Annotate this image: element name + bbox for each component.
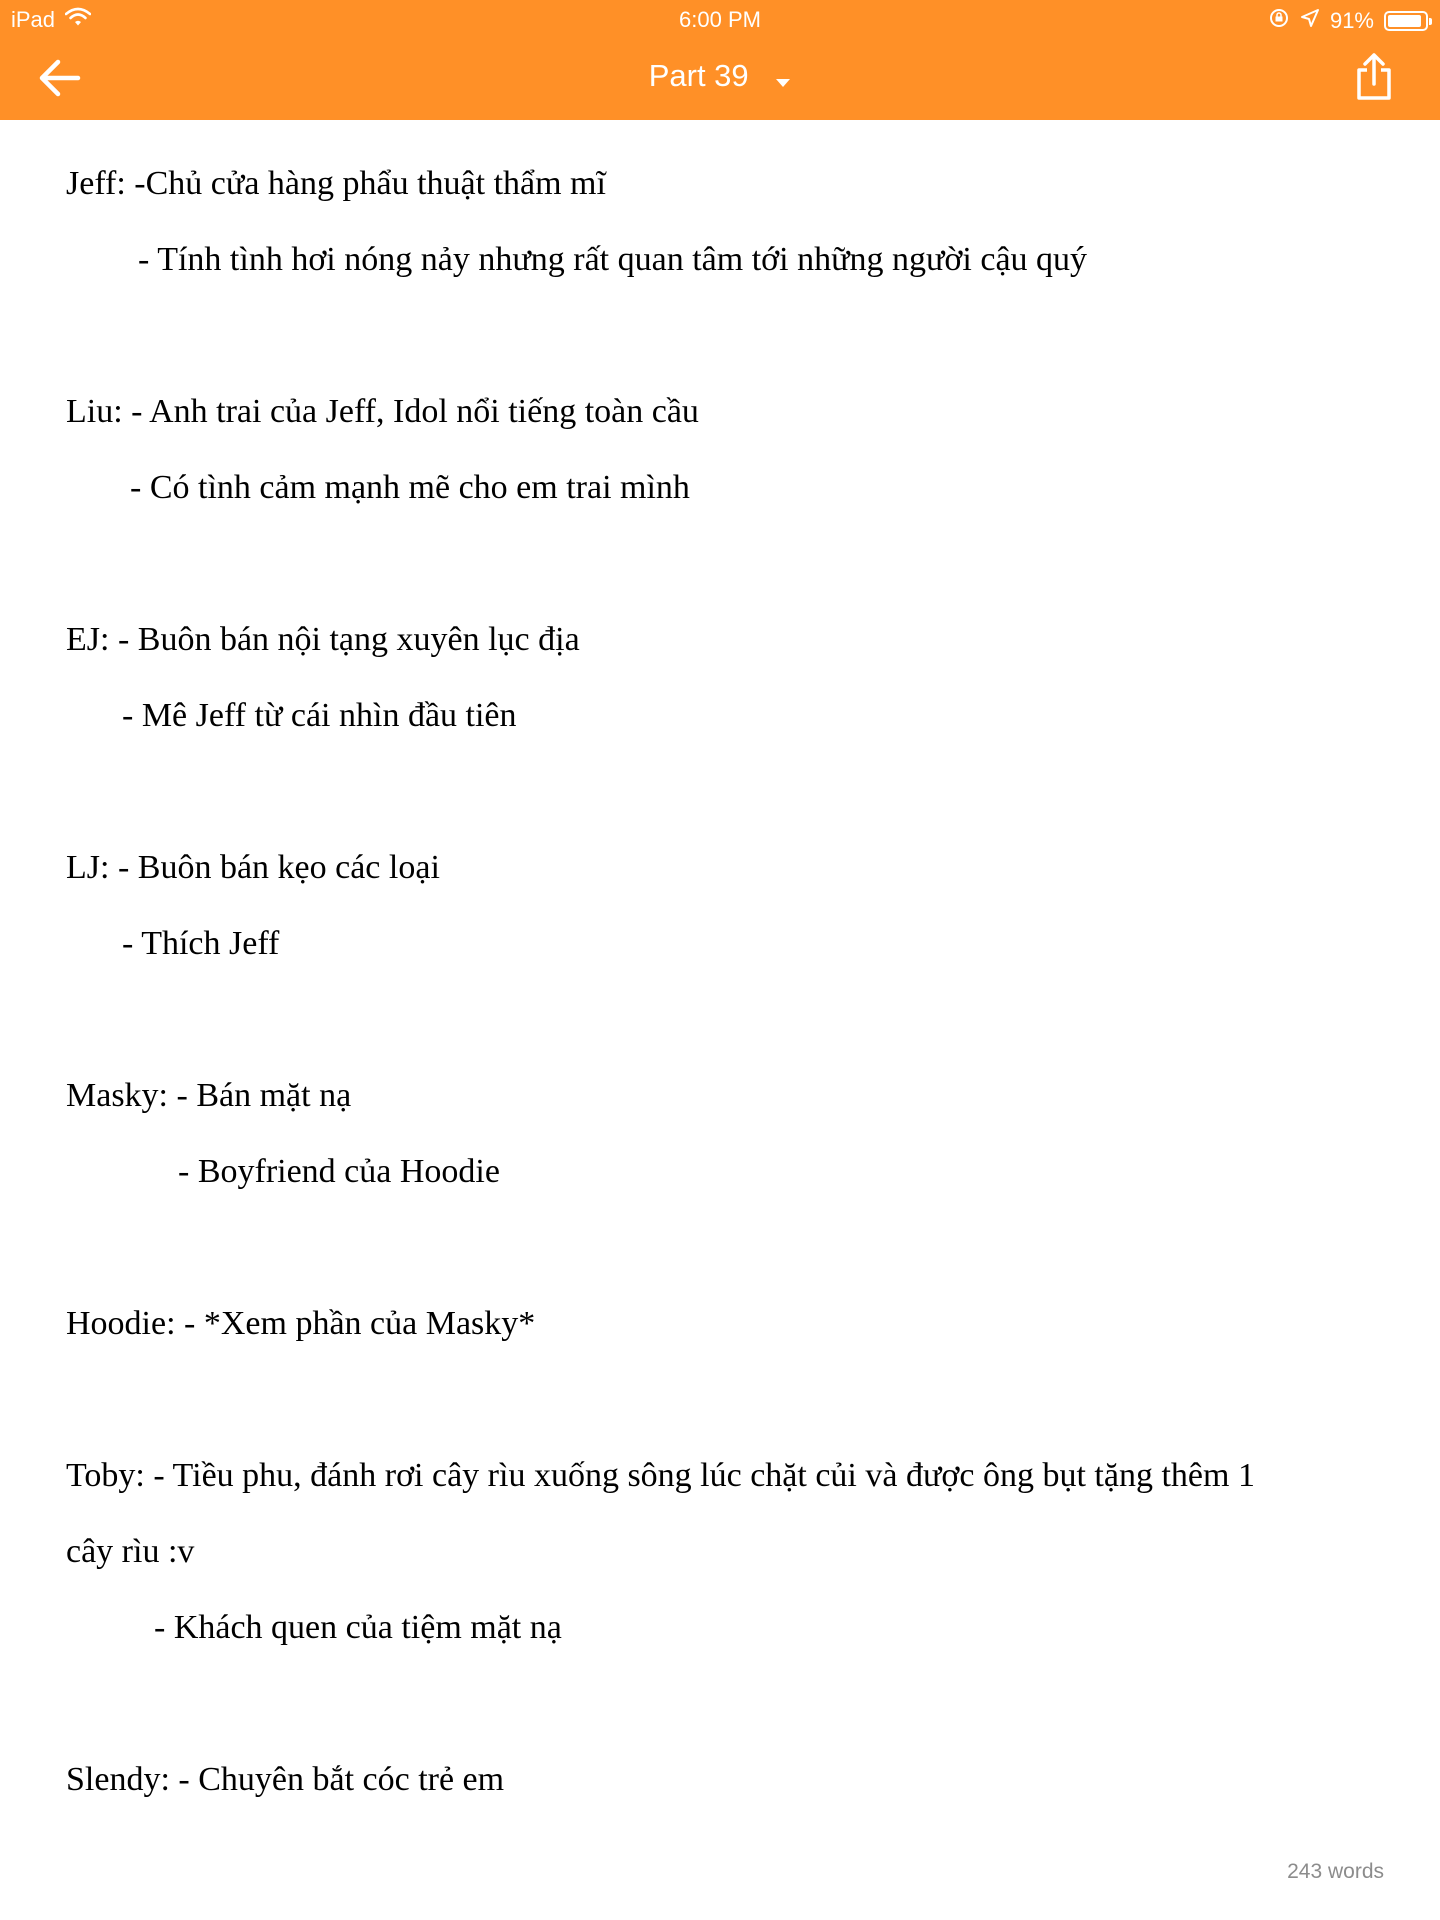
- story-text: [66, 146, 1386, 1818]
- text-line: - Tính tình hơi nóng nảy nhưng rất quan tâm tới những người cậu quý: [138, 241, 1088, 278]
- text-line: EJ: - Buôn bán nội tạng xuyên lục địa: [66, 621, 580, 658]
- caret-down-icon: [775, 60, 791, 96]
- battery-icon: [1384, 11, 1428, 31]
- chapter-title: Part 39: [648, 58, 749, 93]
- battery-percent: 91%: [1329, 8, 1374, 33]
- text-line: Slendy: - Chuyên bắt cóc trẻ em: [66, 1761, 505, 1798]
- text-line: Masky: - Bán mặt nạ: [66, 1077, 352, 1114]
- share-button[interactable]: [1354, 52, 1400, 104]
- text-line: - Boyfriend của Hoodie: [178, 1153, 500, 1190]
- share-icon: [1354, 52, 1394, 102]
- text-line: Jeff: -Chủ cửa hàng phẩu thuật thẩm mĩ: [66, 165, 606, 202]
- nav-bar: [0, 38, 1440, 120]
- orientation-lock-icon: [1268, 7, 1290, 35]
- text-line: - Mê Jeff từ cái nhìn đầu tiên: [122, 697, 517, 734]
- chapter-selector[interactable]: [0, 58, 1440, 96]
- location-icon: [1300, 8, 1320, 34]
- status-bar: [0, 0, 1440, 38]
- text-line: cây rìu :v: [66, 1533, 195, 1570]
- text-line: - Khách quen của tiệm mặt nạ: [154, 1609, 562, 1646]
- device-label: iPad: [11, 7, 56, 32]
- text-line: - Có tình cảm mạnh mẽ cho em trai mình: [130, 469, 690, 506]
- battery-level: [1388, 15, 1421, 27]
- text-line: - Thích Jeff: [122, 925, 280, 962]
- status-right: [1268, 7, 1428, 35]
- text-line: Toby: - Tiều phu, đánh rơi cây rìu xuống sông lúc chặt củi và được ông bụt tặng thêm 1: [66, 1457, 1255, 1494]
- text-line: Liu: - Anh trai của Jeff, Idol nổi tiếng toàn cầu: [66, 393, 699, 430]
- text-line: Hoodie: - *Xem phần của Masky*: [66, 1305, 536, 1342]
- top-bar: [0, 0, 1440, 120]
- clock: 6:00 PM: [679, 7, 761, 32]
- text-line: LJ: - Buôn bán kẹo các loại: [66, 849, 440, 886]
- word-count: 243 words: [1287, 1860, 1384, 1883]
